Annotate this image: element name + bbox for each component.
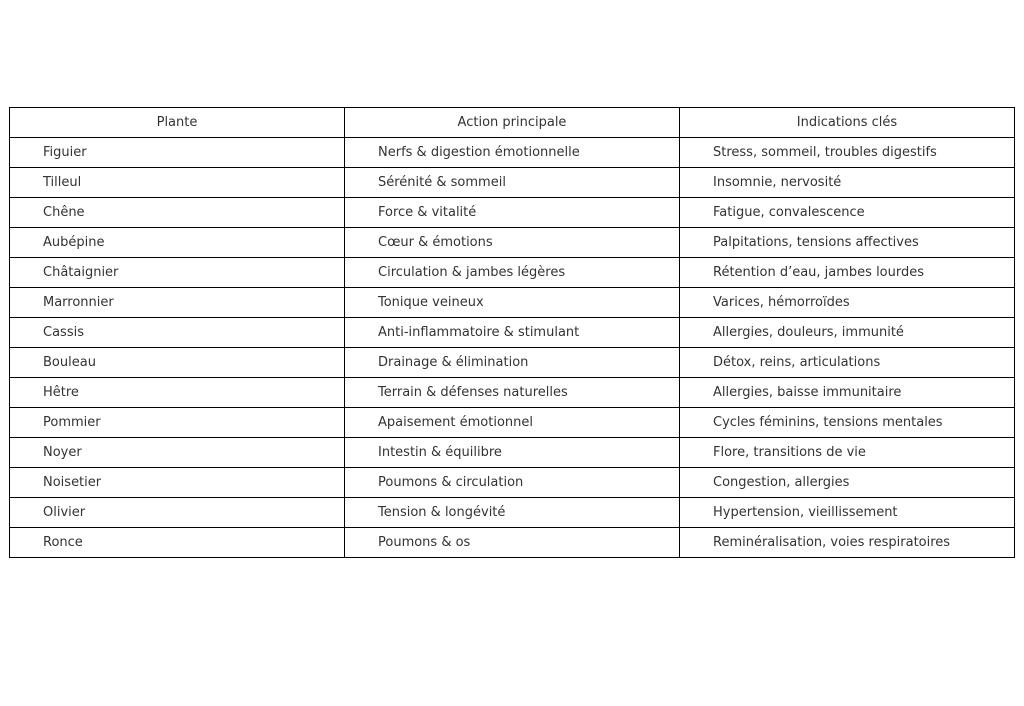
cell-action: Nerfs & digestion émotionnelle (345, 138, 680, 168)
table-row (10, 378, 1015, 408)
cell-plante: Tilleul (10, 168, 345, 198)
table-header (10, 108, 1015, 138)
cell-plante: Noisetier (10, 468, 345, 498)
plant-table-container (9, 107, 1015, 558)
cell-plante: Hêtre (10, 378, 345, 408)
cell-indications: Palpitations, tensions affectives (680, 228, 1015, 258)
cell-action: Drainage & élimination (345, 348, 680, 378)
cell-plante: Cassis (10, 318, 345, 348)
cell-plante: Chêne (10, 198, 345, 228)
table-row (10, 408, 1015, 438)
cell-action: Circulation & jambes légères (345, 258, 680, 288)
cell-action: Cœur & émotions (345, 228, 680, 258)
cell-plante: Olivier (10, 498, 345, 528)
cell-action: Terrain & défenses naturelles (345, 378, 680, 408)
cell-indications: Congestion, allergies (680, 468, 1015, 498)
header-row (10, 108, 1015, 138)
cell-plante: Pommier (10, 408, 345, 438)
cell-indications: Stress, sommeil, troubles digestifs (680, 138, 1015, 168)
cell-indications: Détox, reins, articulations (680, 348, 1015, 378)
cell-action: Poumons & circulation (345, 468, 680, 498)
cell-plante: Noyer (10, 438, 345, 468)
table-row (10, 288, 1015, 318)
cell-action: Anti-inflammatoire & stimulant (345, 318, 680, 348)
cell-action: Poumons & os (345, 528, 680, 558)
cell-plante: Châtaignier (10, 258, 345, 288)
table-row (10, 228, 1015, 258)
cell-plante: Marronnier (10, 288, 345, 318)
cell-indications: Flore, transitions de vie (680, 438, 1015, 468)
cell-indications: Allergies, douleurs, immunité (680, 318, 1015, 348)
table-row (10, 348, 1015, 378)
cell-plante: Figuier (10, 138, 345, 168)
cell-indications: Varices, hémorroïdes (680, 288, 1015, 318)
cell-action: Sérénité & sommeil (345, 168, 680, 198)
cell-plante: Aubépine (10, 228, 345, 258)
column-header-plante: Plante (10, 108, 345, 138)
table-row (10, 438, 1015, 468)
table-row (10, 198, 1015, 228)
table-row (10, 168, 1015, 198)
cell-indications: Rétention d’eau, jambes lourdes (680, 258, 1015, 288)
table-row (10, 258, 1015, 288)
cell-action: Apaisement émotionnel (345, 408, 680, 438)
table-row (10, 138, 1015, 168)
column-header-indications: Indications clés (680, 108, 1015, 138)
table-body (10, 138, 1015, 558)
cell-indications: Fatigue, convalescence (680, 198, 1015, 228)
cell-indications: Insomnie, nervosité (680, 168, 1015, 198)
cell-plante: Ronce (10, 528, 345, 558)
cell-action: Force & vitalité (345, 198, 680, 228)
cell-indications: Hypertension, vieillissement (680, 498, 1015, 528)
cell-action: Tonique veineux (345, 288, 680, 318)
cell-action: Tension & longévité (345, 498, 680, 528)
cell-indications: Reminéralisation, voies respiratoires (680, 528, 1015, 558)
column-header-action: Action principale (345, 108, 680, 138)
table-row (10, 498, 1015, 528)
cell-indications: Cycles féminins, tensions mentales (680, 408, 1015, 438)
cell-action: Intestin & équilibre (345, 438, 680, 468)
table-row (10, 468, 1015, 498)
cell-plante: Bouleau (10, 348, 345, 378)
cell-indications: Allergies, baisse immunitaire (680, 378, 1015, 408)
table-row (10, 318, 1015, 348)
table-row (10, 528, 1015, 558)
plant-table (9, 107, 1015, 558)
